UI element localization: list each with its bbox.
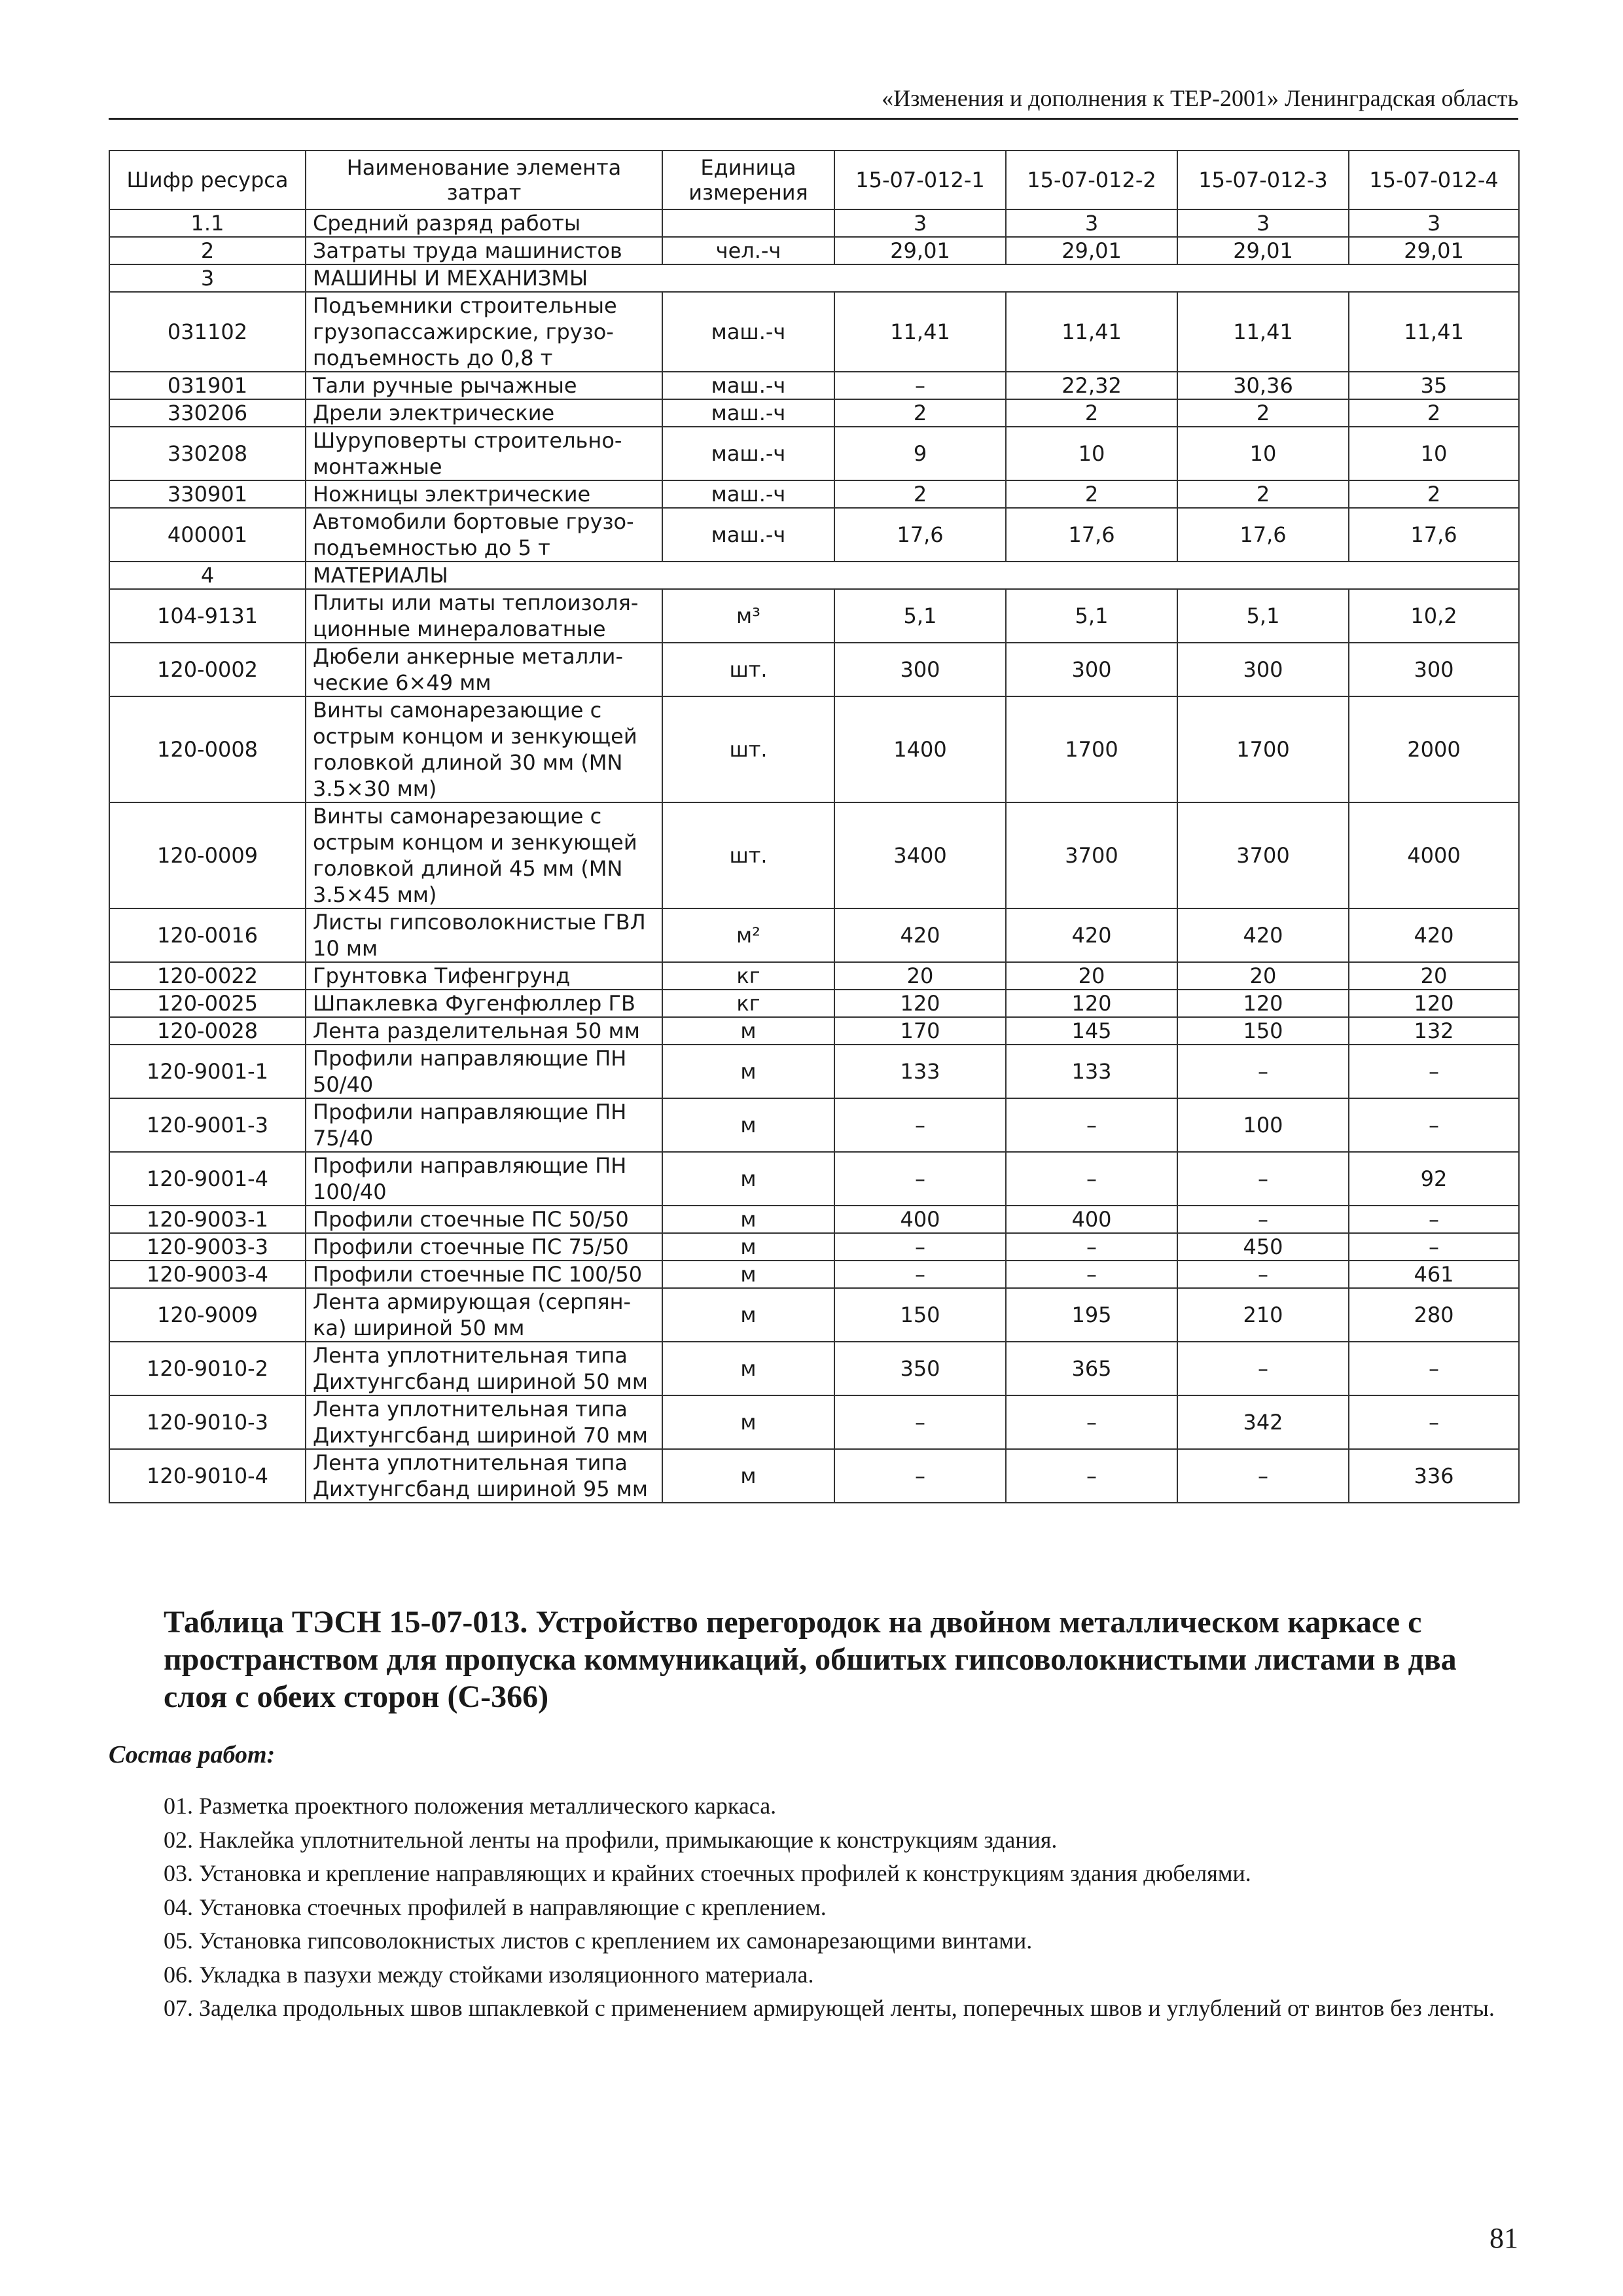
value-cell-1: 5,1 (834, 589, 1006, 643)
unit-cell: чел.-ч (662, 237, 834, 264)
unit-cell: шт. (662, 696, 834, 802)
value-cell-1: 11,41 (834, 292, 1006, 372)
unit-cell: м³ (662, 589, 834, 643)
value-cell-4: 120 (1349, 990, 1519, 1017)
value-cell-3: 150 (1177, 1017, 1349, 1045)
value-cell-2: 17,6 (1006, 508, 1177, 562)
resource-code-cell: 2 (109, 237, 306, 264)
resource-code-cell: 330208 (109, 427, 306, 480)
unit-cell: шт. (662, 802, 834, 908)
value-cell-2: – (1006, 1395, 1177, 1449)
value-cell-3: – (1177, 1261, 1349, 1288)
work-item: 07. Заделка продольных швов шпаклевкой с применением армирующей ленты, поперечных швов и углублений от винтов без ленты. (164, 1995, 1495, 2021)
value-cell-4: 17,6 (1349, 508, 1519, 562)
value-cell-2: 1700 (1006, 696, 1177, 802)
value-cell-2: 3 (1006, 209, 1177, 237)
resource-table (109, 150, 1520, 1503)
work-item: 01. Разметка проектного положения металлического каркаса. (164, 1793, 777, 1819)
value-cell-3: – (1177, 1449, 1349, 1503)
table-row (109, 908, 1519, 962)
resource-code-cell: 400001 (109, 508, 306, 562)
value-cell-1: 420 (834, 908, 1006, 962)
resource-name-cell: Винты самонарезающие с острым концом и зенкующей головкой длиной 30 мм (MN 3.5×30 мм) (306, 696, 662, 802)
resource-name-cell: Затраты труда машинистов (306, 237, 662, 264)
value-cell-4: 4000 (1349, 802, 1519, 908)
resource-code-cell: 120-9003-1 (109, 1206, 306, 1233)
resource-name-cell: Средний разряд работы (306, 209, 662, 237)
value-cell-2: 2 (1006, 399, 1177, 427)
value-cell-4: – (1349, 1395, 1519, 1449)
resource-code-cell: 3 (109, 264, 306, 292)
resource-name-cell: Грунтовка Тифенгрунд (306, 962, 662, 990)
value-cell-1: 350 (834, 1342, 1006, 1395)
unit-cell: маш.-ч (662, 372, 834, 399)
unit-cell: м (662, 1395, 834, 1449)
resource-code-cell: 4 (109, 562, 306, 589)
value-cell-4: 2000 (1349, 696, 1519, 802)
value-cell-4: 300 (1349, 643, 1519, 696)
value-cell-1: 170 (834, 1017, 1006, 1045)
resource-name-cell: Дрели электрические (306, 399, 662, 427)
table-row (109, 562, 1519, 589)
value-cell-3: 300 (1177, 643, 1349, 696)
value-cell-2: – (1006, 1098, 1177, 1152)
value-cell-3: 100 (1177, 1098, 1349, 1152)
resource-code-cell: 120-0025 (109, 990, 306, 1017)
table-row (109, 508, 1519, 562)
unit-cell (662, 209, 834, 237)
value-cell-2: 300 (1006, 643, 1177, 696)
value-cell-4: 336 (1349, 1449, 1519, 1503)
value-cell-3: 17,6 (1177, 508, 1349, 562)
unit-cell: м (662, 1449, 834, 1503)
value-cell-3: 210 (1177, 1288, 1349, 1342)
resource-name-cell: Лента уплотнительная типа Дихтунгсбанд шириной 95 мм (306, 1449, 662, 1503)
unit-cell: м (662, 1261, 834, 1288)
value-cell-2: 3700 (1006, 802, 1177, 908)
value-cell-4: 2 (1349, 399, 1519, 427)
value-cell-3: 10 (1177, 427, 1349, 480)
value-cell-2: 420 (1006, 908, 1177, 962)
unit-cell: м (662, 1233, 834, 1261)
value-cell-3: 11,41 (1177, 292, 1349, 372)
resource-code-cell: 031901 (109, 372, 306, 399)
value-cell-2: 133 (1006, 1045, 1177, 1098)
value-cell-2: 5,1 (1006, 589, 1177, 643)
value-cell-2: 2 (1006, 480, 1177, 508)
section-name-cell: МАТЕРИАЛЫ (306, 562, 1519, 589)
unit-cell: кг (662, 990, 834, 1017)
resource-code-cell: 031102 (109, 292, 306, 372)
value-cell-3: 30,36 (1177, 372, 1349, 399)
value-cell-2: 29,01 (1006, 237, 1177, 264)
work-item: 06. Укладка в пазухи между стойками изоляционного материала. (164, 1961, 814, 1988)
resource-name-cell: Профили стоечные ПС 50/50 (306, 1206, 662, 1233)
value-cell-2: 120 (1006, 990, 1177, 1017)
resource-code-cell: 120-9003-4 (109, 1261, 306, 1288)
resource-name-cell: Листы гипсоволокнистые ГВЛ 10 мм (306, 908, 662, 962)
unit-cell: м (662, 1152, 834, 1206)
value-cell-3: – (1177, 1152, 1349, 1206)
resource-code-cell: 120-9003-3 (109, 1233, 306, 1261)
resource-name-cell: Винты самонарезающие с острым концом и зенкующей головкой длиной 45 мм (MN 3.5×45 мм) (306, 802, 662, 908)
table-row (109, 696, 1519, 802)
work-item: 02. Наклейка уплотнительной ленты на профили, примыкающие к конструкциям здания. (164, 1826, 1058, 1853)
value-cell-1: – (834, 1261, 1006, 1288)
table-row (109, 1045, 1519, 1098)
resource-name-cell: Профили направляющие ПН 100/40 (306, 1152, 662, 1206)
unit-cell: шт. (662, 643, 834, 696)
value-cell-3: 20 (1177, 962, 1349, 990)
value-cell-2: – (1006, 1233, 1177, 1261)
resource-code-cell: 120-0028 (109, 1017, 306, 1045)
table-row (109, 1261, 1519, 1288)
unit-cell: маш.-ч (662, 399, 834, 427)
works-heading: Состав работ: (109, 1741, 276, 1768)
value-cell-4: 2 (1349, 480, 1519, 508)
resource-code-cell: 120-9010-4 (109, 1449, 306, 1503)
value-cell-4: 420 (1349, 908, 1519, 962)
value-cell-1: 1400 (834, 696, 1006, 802)
unit-cell: м (662, 1098, 834, 1152)
value-cell-1: – (834, 1152, 1006, 1206)
works-list (164, 1789, 1518, 2026)
resource-code-cell: 1.1 (109, 209, 306, 237)
table-row (109, 990, 1519, 1017)
resource-name-cell: Профили направляющие ПН 75/40 (306, 1098, 662, 1152)
value-cell-1: – (834, 1395, 1006, 1449)
resource-code-cell: 120-9001-1 (109, 1045, 306, 1098)
value-cell-4: 132 (1349, 1017, 1519, 1045)
value-cell-1: – (834, 372, 1006, 399)
value-cell-3: 29,01 (1177, 237, 1349, 264)
table-row (109, 1395, 1519, 1449)
value-cell-3: – (1177, 1045, 1349, 1098)
table-row (109, 1098, 1519, 1152)
value-cell-1: 133 (834, 1045, 1006, 1098)
resource-name-cell: Профили направляющие ПН 50/40 (306, 1045, 662, 1098)
table-row (109, 1152, 1519, 1206)
unit-cell: маш.-ч (662, 480, 834, 508)
value-cell-3: – (1177, 1206, 1349, 1233)
value-cell-3: 342 (1177, 1395, 1349, 1449)
unit-cell: м² (662, 908, 834, 962)
resource-name-cell: Профили стоечные ПС 75/50 (306, 1233, 662, 1261)
header-col-3: 15-07-012-3 (1177, 151, 1349, 209)
unit-cell: м (662, 1206, 834, 1233)
header-col-2: 15-07-012-2 (1006, 151, 1177, 209)
value-cell-4: 280 (1349, 1288, 1519, 1342)
unit-cell: маш.-ч (662, 427, 834, 480)
resource-code-cell: 120-9001-3 (109, 1098, 306, 1152)
value-cell-4: 3 (1349, 209, 1519, 237)
value-cell-3: 3 (1177, 209, 1349, 237)
resource-name-cell: Подъемники строительные грузопассажирские, грузо-подъемность до 0,8 т (306, 292, 662, 372)
value-cell-2: 20 (1006, 962, 1177, 990)
resource-code-cell: 120-0009 (109, 802, 306, 908)
value-cell-1: – (834, 1233, 1006, 1261)
header-unit: Единица измерения (662, 151, 834, 209)
value-cell-3: 2 (1177, 399, 1349, 427)
unit-cell: м (662, 1342, 834, 1395)
table-row (109, 962, 1519, 990)
resource-name-cell: Плиты или маты теплоизоля-ционные минераловатные (306, 589, 662, 643)
value-cell-4: – (1349, 1342, 1519, 1395)
resource-code-cell: 120-9010-2 (109, 1342, 306, 1395)
value-cell-2: 195 (1006, 1288, 1177, 1342)
section-name-cell: МАШИНЫ И МЕХАНИЗМЫ (306, 264, 1519, 292)
resource-name-cell: Тали ручные рычажные (306, 372, 662, 399)
resource-code-cell: 330901 (109, 480, 306, 508)
value-cell-3: 120 (1177, 990, 1349, 1017)
resource-name-cell: Шуруповерты строительно-монтажные (306, 427, 662, 480)
resource-name-cell: Лента армирующая (серпян-ка) шириной 50 мм (306, 1288, 662, 1342)
table-row (109, 1017, 1519, 1045)
table-row (109, 1206, 1519, 1233)
table-row (109, 802, 1519, 908)
value-cell-1: 400 (834, 1206, 1006, 1233)
table-row (109, 480, 1519, 508)
value-cell-4: 20 (1349, 962, 1519, 990)
page-number: 81 (1489, 2222, 1518, 2254)
resource-code-cell: 120-9010-3 (109, 1395, 306, 1449)
unit-cell: кг (662, 962, 834, 990)
section-title: Таблица ТЭСН 15-07-013. Устройство перегородок на двойном металлическом каркасе с пространством для пропуска коммуникаций, обшитых гипсоволокнистыми листами в два слоя с обеих сторон (С-366) (164, 1605, 1457, 1714)
resource-code-cell: 120-9009 (109, 1288, 306, 1342)
unit-cell: м (662, 1288, 834, 1342)
value-cell-2: – (1006, 1152, 1177, 1206)
value-cell-1: 3400 (834, 802, 1006, 908)
value-cell-4: – (1349, 1206, 1519, 1233)
resource-name-cell: Лента разделительная 50 мм (306, 1017, 662, 1045)
resource-code-cell: 330206 (109, 399, 306, 427)
resource-code-cell: 120-9001-4 (109, 1152, 306, 1206)
value-cell-2: 365 (1006, 1342, 1177, 1395)
value-cell-4: 92 (1349, 1152, 1519, 1206)
value-cell-2: 400 (1006, 1206, 1177, 1233)
unit-cell: м (662, 1017, 834, 1045)
table-row (109, 643, 1519, 696)
table-row (109, 1288, 1519, 1342)
value-cell-2: 145 (1006, 1017, 1177, 1045)
value-cell-1: 120 (834, 990, 1006, 1017)
value-cell-1: 2 (834, 399, 1006, 427)
running-header: «Изменения и дополнения к ТЕР-2001» Ленинградская область (109, 84, 1518, 120)
value-cell-4: – (1349, 1098, 1519, 1152)
table-row (109, 589, 1519, 643)
value-cell-4: 10,2 (1349, 589, 1519, 643)
resource-name-cell: Профили стоечные ПС 100/50 (306, 1261, 662, 1288)
resource-name-cell: Дюбели анкерные металли-ческие 6×49 мм (306, 643, 662, 696)
value-cell-4: 29,01 (1349, 237, 1519, 264)
header-col-4: 15-07-012-4 (1349, 151, 1519, 209)
unit-cell: маш.-ч (662, 292, 834, 372)
value-cell-3: 1700 (1177, 696, 1349, 802)
value-cell-1: 20 (834, 962, 1006, 990)
table-row (109, 372, 1519, 399)
header-name: Наименование элемента затрат (306, 151, 662, 209)
value-cell-4: 35 (1349, 372, 1519, 399)
resource-name-cell: Автомобили бортовые грузо-подъемностью до 5 т (306, 508, 662, 562)
header-code: Шифр ресурса (109, 151, 306, 209)
table-row (109, 237, 1519, 264)
value-cell-4: 11,41 (1349, 292, 1519, 372)
unit-cell: маш.-ч (662, 508, 834, 562)
resource-code-cell: 120-0022 (109, 962, 306, 990)
value-cell-2: 11,41 (1006, 292, 1177, 372)
resource-code-cell: 120-0008 (109, 696, 306, 802)
resource-name-cell: Лента уплотнительная типа Дихтунгсбанд шириной 50 мм (306, 1342, 662, 1395)
table-header-row (109, 151, 1519, 209)
resource-name-cell: Лента уплотнительная типа Дихтунгсбанд шириной 70 мм (306, 1395, 662, 1449)
value-cell-3: 5,1 (1177, 589, 1349, 643)
value-cell-1: 150 (834, 1288, 1006, 1342)
resource-name-cell: Шпаклевка Фугенфюллер ГВ (306, 990, 662, 1017)
value-cell-4: 461 (1349, 1261, 1519, 1288)
value-cell-2: 10 (1006, 427, 1177, 480)
value-cell-1: – (834, 1449, 1006, 1503)
resource-name-cell: Ножницы электрические (306, 480, 662, 508)
value-cell-3: 420 (1177, 908, 1349, 962)
value-cell-3: 450 (1177, 1233, 1349, 1261)
work-item: 04. Установка стоечных профилей в направляющие с креплением. (164, 1893, 827, 1920)
table-row (109, 427, 1519, 480)
work-item: 03. Установка и крепление направляющих и крайних стоечных профилей к конструкциям здания дюбелями. (164, 1860, 1251, 1886)
table-row (109, 1449, 1519, 1503)
value-cell-4: 10 (1349, 427, 1519, 480)
value-cell-3: 2 (1177, 480, 1349, 508)
value-cell-1: 2 (834, 480, 1006, 508)
table-row (109, 399, 1519, 427)
work-item: 05. Установка гипсоволокнистых листов с креплением их самонарезающими винтами. (164, 1928, 1033, 1954)
table-row (109, 1233, 1519, 1261)
resource-code-cell: 120-0002 (109, 643, 306, 696)
value-cell-4: – (1349, 1045, 1519, 1098)
table-row (109, 292, 1519, 372)
table-row (109, 209, 1519, 237)
value-cell-1: – (834, 1098, 1006, 1152)
value-cell-1: 3 (834, 209, 1006, 237)
table-row (109, 1342, 1519, 1395)
table-row (109, 264, 1519, 292)
value-cell-2: 22,32 (1006, 372, 1177, 399)
value-cell-2: – (1006, 1449, 1177, 1503)
value-cell-3: – (1177, 1342, 1349, 1395)
value-cell-2: – (1006, 1261, 1177, 1288)
unit-cell: м (662, 1045, 834, 1098)
value-cell-1: 17,6 (834, 508, 1006, 562)
resource-code-cell: 104-9131 (109, 589, 306, 643)
value-cell-4: – (1349, 1233, 1519, 1261)
value-cell-1: 9 (834, 427, 1006, 480)
header-col-1: 15-07-012-1 (834, 151, 1006, 209)
value-cell-1: 300 (834, 643, 1006, 696)
value-cell-3: 3700 (1177, 802, 1349, 908)
resource-code-cell: 120-0016 (109, 908, 306, 962)
value-cell-1: 29,01 (834, 237, 1006, 264)
